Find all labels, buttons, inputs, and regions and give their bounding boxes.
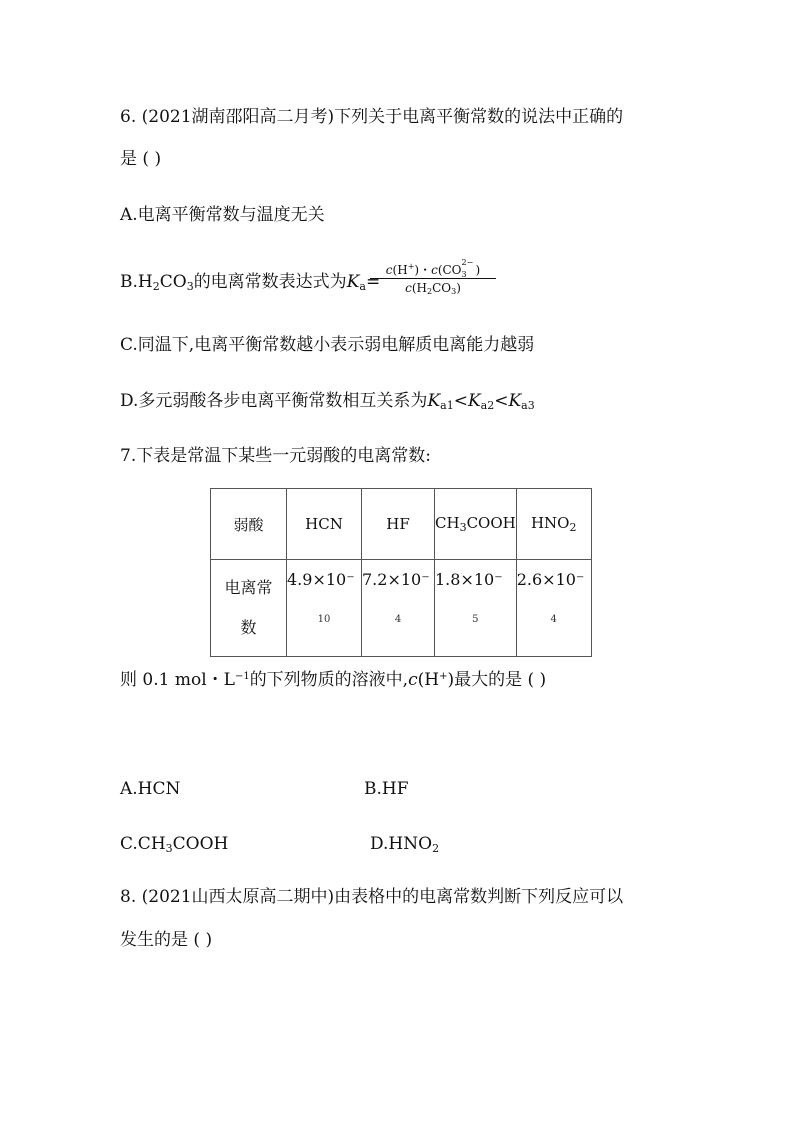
table-acid-hcn (287, 489, 362, 560)
q8-stem-line2: 发生的是 ( ) (120, 930, 213, 950)
table-constant-label (211, 560, 287, 657)
frac-den-sub2: 2 (426, 287, 433, 296)
acid-acetic-sub: 3 (459, 521, 467, 534)
q7-option-a: A.HCN (120, 779, 181, 799)
acid-hf-name: HF (386, 515, 410, 533)
constant-label-line1: 电离常 (224, 578, 273, 597)
table-constant-hcn (287, 560, 362, 657)
q7-option-c-pre: C.CH (120, 834, 166, 854)
constant-hno2-value: 2.6×10⁻ (516, 570, 585, 589)
q6-option-b-mid: 的电离常数表达式为 (193, 272, 347, 292)
q7-option-c-post: COOH (172, 834, 229, 854)
frac-den-co: CO (432, 281, 452, 295)
q7-stem: 7.下表是常温下某些一元弱酸的电离常数: (120, 446, 431, 466)
table-constant-hno2 (516, 560, 591, 657)
table-header-row (211, 489, 592, 560)
frac-num-co: (CO (437, 263, 462, 277)
q7-option-d (370, 833, 439, 860)
q6-stem-line2: 是 ( ) (120, 149, 162, 169)
frac-num-h: (H (392, 263, 408, 277)
q7-ask-c: c (408, 670, 418, 690)
q6-option-d-k1: K (427, 391, 441, 411)
q6-option-d-k2sub: a2 (480, 399, 495, 412)
q7-option-c-sub: 3 (165, 842, 173, 855)
table-acid-hno2 (516, 489, 591, 560)
frac-num-plus: + (407, 262, 415, 271)
q6-option-d-lt1: < (453, 391, 468, 411)
q6-option-d-k2: K (467, 391, 481, 411)
table-constant-acetic (435, 560, 517, 657)
q6-option-d-k1sub: a1 (440, 399, 454, 412)
constant-hf-exp: 4 (394, 614, 402, 625)
q6-option-c: C.同温下,电离平衡常数越小表示弱电解质电离能力越弱 (120, 335, 535, 355)
table-acid-hf (362, 489, 435, 560)
frac-num-c2: c (431, 263, 438, 277)
ka-fraction-numerator (370, 256, 496, 278)
q7-option-d-pre: D.HNO (370, 834, 433, 854)
frac-num-dot: )・ (414, 263, 432, 277)
q6-option-a: A.电离平衡常数与温度无关 (120, 205, 325, 225)
q7-ask-a: 则 0.1 mol・L (120, 670, 235, 690)
constant-acetic-value: 1.8×10⁻ (435, 570, 503, 589)
constant-hcn-exp: 10 (317, 614, 331, 625)
q6-option-d-lt2: < (494, 391, 509, 411)
q6-option-d (120, 390, 535, 417)
table-constant-row (211, 560, 592, 657)
frac-den-h: (H (411, 281, 427, 295)
acid-hno2-sub: 2 (569, 521, 577, 534)
q7-option-c (120, 833, 228, 860)
constant-label-line2: 数 (240, 618, 257, 637)
q6-option-b-co: CO (159, 272, 187, 292)
table-constant-hf (362, 560, 435, 657)
q6-option-b-eq: = (365, 272, 381, 292)
frac-den-c: c (405, 281, 412, 295)
q6-option-b-ksub: a (359, 280, 366, 293)
q7-option-d-sub: 2 (432, 842, 440, 855)
q6-option-d-prefix: D.多元弱酸各步电离平衡常数相互关系为 (120, 391, 428, 411)
q7-ask-sup: −1 (234, 671, 250, 682)
frac-num-charge: 2− (461, 258, 474, 267)
q7-ask-d: (H (417, 670, 440, 690)
constant-hcn-value: 4.9×10⁻ (287, 570, 355, 589)
q7-ask (120, 666, 546, 691)
q6-option-d-k3: K (508, 391, 522, 411)
q8-stem-line1: 8. (2021山西太原高二期中)由表格中的电离常数判断下列反应可以 (120, 887, 624, 907)
frac-num-close: ) (475, 263, 481, 277)
acid-hno2-pre: HNO (530, 514, 570, 532)
table-header-label: 弱酸 (211, 489, 287, 560)
acid-constant-table (210, 488, 592, 657)
acid-acetic-post: COOH (466, 514, 516, 532)
q6-stem-line1: 6. (2021湖南邵阳高二月考)下列关于电离平衡常数的说法中正确的 (120, 107, 624, 127)
q7-option-b: B.HF (364, 779, 409, 799)
frac-num-supsub (461, 258, 476, 279)
q6-option-b-sub: 2 (152, 280, 160, 293)
constant-acetic-exp: 5 (472, 614, 479, 625)
q7-ask-sup2: + (439, 671, 448, 682)
frac-den-close: ) (456, 281, 461, 295)
ka-fraction (370, 256, 496, 297)
acid-hcn-name: HCN (305, 515, 343, 533)
frac-num-c1: c (385, 263, 393, 277)
q7-ask-b: 的下列物质的溶液中, (249, 670, 409, 690)
q6-option-d-k3sub: a3 (521, 399, 535, 412)
q6-option-b-sub3: 3 (186, 280, 194, 293)
constant-hf-value: 7.2×10⁻ (362, 570, 430, 589)
q7-ask-e: )最大的是 ( ) (447, 670, 547, 690)
table-acid-acetic (435, 489, 517, 560)
frac-den-sub3: 3 (451, 287, 457, 296)
ka-fraction-denominator (370, 279, 496, 297)
q6-option-b-k: K (346, 272, 360, 292)
q6-option-b-prefix: B.H (120, 272, 153, 292)
constant-hno2-exp: 4 (550, 614, 557, 625)
frac-num-sub3: 3 (461, 270, 467, 279)
q6-option-b (120, 271, 380, 298)
acid-acetic-pre: CH (435, 514, 460, 532)
